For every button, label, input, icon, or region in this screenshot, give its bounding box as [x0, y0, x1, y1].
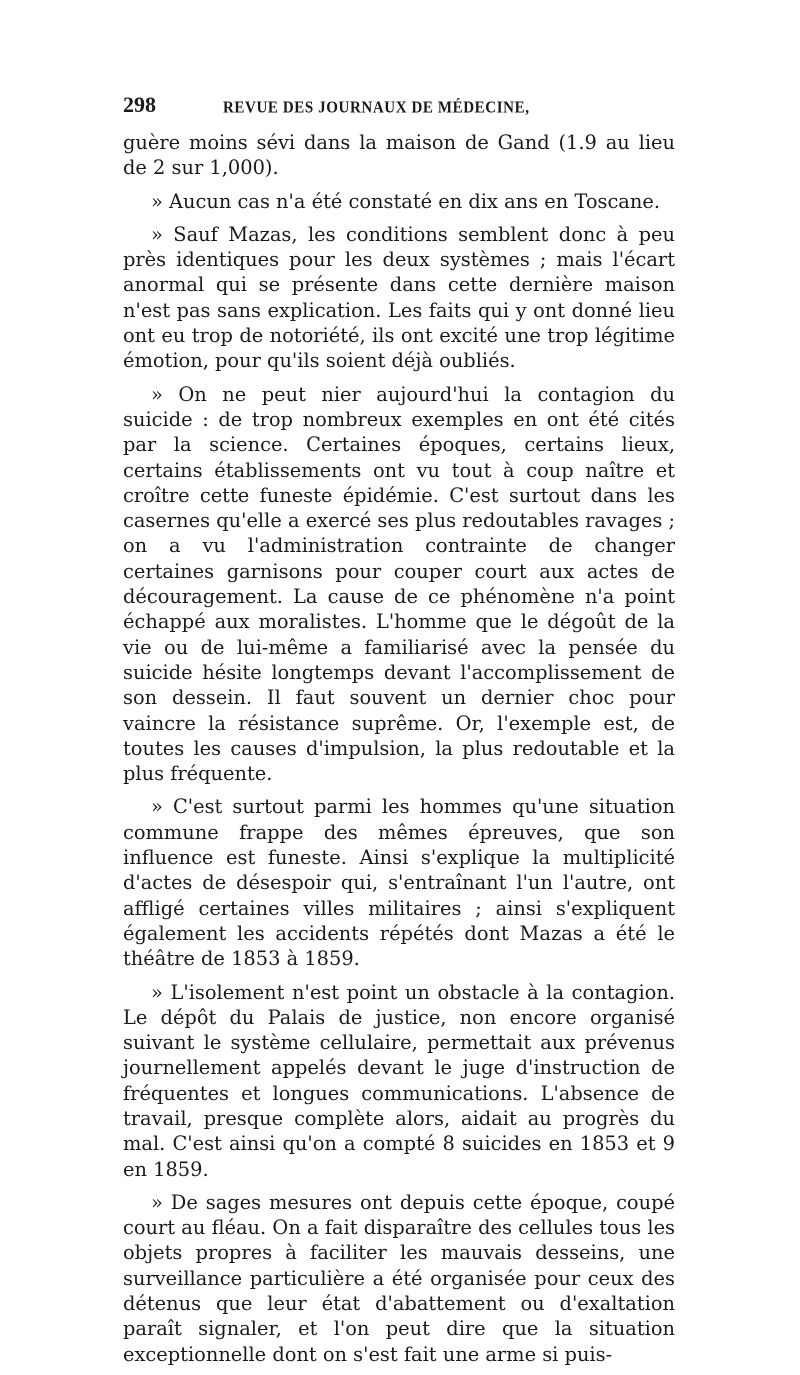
page-number: 298 [123, 92, 156, 117]
paragraph-sages-mesures: » De sages mesures ont depuis cette époque, coupé court au fléau. On a fait disparaître des cellules tous les objets propres à faciliter les mauvais desseins, une surveillance particulière a été organisée pour ceux des détenus que leur état d'abattement ou d'exaltation paraît signaler, et l'on peut dire que la situation exceptionnelle dont on s'est fait une arme si puis- [123, 1190, 675, 1366]
running-title: REVUE DES JOURNAUX DE MÉDECINE, [223, 99, 530, 117]
paragraph-toscane: » Aucun cas n'a été constaté en dix ans en Toscane. [151, 189, 660, 213]
page-header [123, 92, 675, 128]
paragraph-isolement: » L'isolement n'est point un obstacle à la contagion. Le dépôt du Palais de justice, non encore organisé suivant le système cellulaire, permettait aux prévenus journellement appelés devant le juge d'instruction de fréquentes et longues communications. L'absence de travail, presque complète alors, aidait au progrès du mal. C'est ainsi qu'on a compté 8 suicides en 1853 et 9 en 1859. [123, 980, 675, 1181]
paragraph-situation-commune: » C'est surtout parmi les hommes qu'une situation commune frappe des mêmes épreuves, que son influence est funeste. Ainsi s'explique la multiplicité d'actes de désespoir qui, s'entraînant l'un l'autre, ont affligé certaines villes militaires ; ainsi s'expliquent également les accidents répétés dont Mazas a été le théâtre de 1853 à 1859. [123, 795, 675, 971]
body-text [123, 130, 675, 1367]
paragraph-contagion: » On ne peut nier aujourd'hui la contagion du suicide : de trop nombreux exemples en ont été cités par la science. Certaines époques, certains lieux, certains établissements ont vu tout à coup naître et croître cette funeste épidémie. C'est surtout dans les casernes qu'elle a exercé ses plus redoutables ravages ; on a vu l'administration contrainte de changer certaines garnisons pour couper court aux actes de découragement. La cause de ce phénomène n'a point échappé aux moralistes. L'homme que le dégoût de la vie ou de lui-même a familiarisé avec la pensée du suicide hésite longtemps devant l'accomplissement de son dessein. Il faut souvent un dernier choc pour vaincre la résistance suprême. Or, l'exemple est, de toutes les causes d'impulsion, la plus redoutable et la plus fréquente. [123, 382, 675, 786]
book-page [123, 92, 675, 1375]
paragraph-continuation: guère moins sévi dans la maison de Gand (1.9 au lieu de 2 sur 1,000). [123, 131, 675, 180]
paragraph-mazas-conditions: » Sauf Mazas, les conditions semblent donc à peu près identiques pour les deux systèmes ; mais l'écart anormal qui se présente dans cette dernière maison n'est pas sans explication. Les faits qui y ont donné lieu ont eu trop de notoriété, ils ont excité une trop légitime émotion, pour qu'ils soient déjà oubliés. [123, 222, 675, 373]
